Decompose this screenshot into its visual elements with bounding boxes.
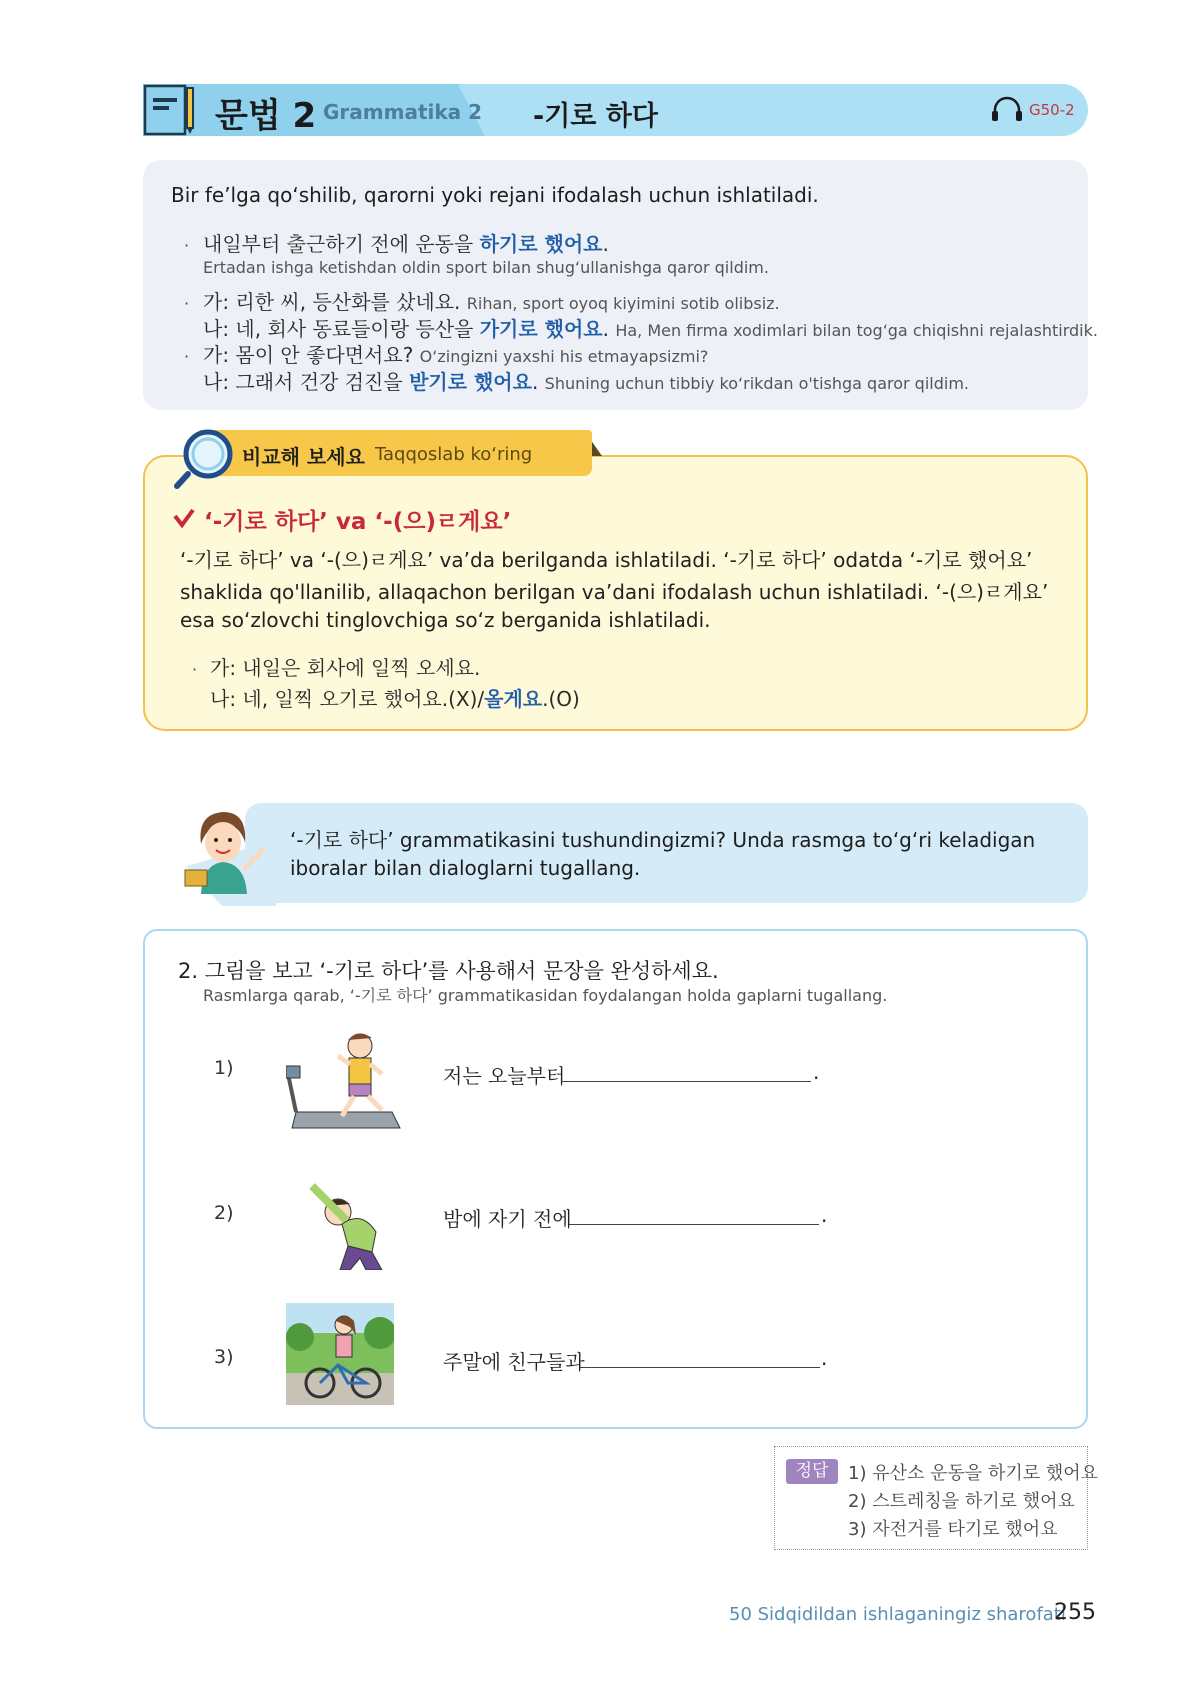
- bullet: ·: [192, 660, 198, 679]
- exercise-title: 2. 그림을 보고 ‘-기로 하다’를 사용해서 문장을 완성하세요.: [178, 959, 719, 983]
- audio-track-code[interactable]: G50-2: [1029, 101, 1075, 119]
- explanation-intro: Bir fe’lga qo‘shilib, qarorni yoki rejani ifodalash uchun ishlatiladi.: [171, 183, 819, 207]
- checkmark-icon: [173, 508, 195, 528]
- sentence-end: .: [821, 1346, 828, 1370]
- example-3-line-a: 가: 몸이 안 좋다면서요? O‘zingizni yaxshi his etmayapsizmi?: [203, 343, 709, 367]
- treadmill-running-image: [286, 1028, 406, 1134]
- answer-line: 1) 유산소 운동을 하기로 했어요: [848, 1463, 1099, 1484]
- example-1-kr: 내일부터 출근하기 전에 운동을 하기로 했어요.: [203, 232, 609, 256]
- item-sentence-start: 밤에 자기 전에: [443, 1207, 572, 1231]
- bullet: ·: [184, 294, 190, 313]
- speech-bubble: [245, 803, 1088, 903]
- footer-lesson-title: 50 Sidqidildan ishlaganingiz sharofati: [729, 1604, 1066, 1625]
- item-number: 2): [214, 1202, 234, 1224]
- compare-text-line-1: ‘-기로 하다’ va ‘-(으)ㄹ게요’ va’da berilganda ishlatiladi. ‘-기로 하다’ odatda ‘-기로 했어요’: [180, 548, 1033, 572]
- compare-heading: ‘-기로 하다’ va ‘-(으)ㄹ게요’: [204, 509, 512, 535]
- item-number: 1): [214, 1057, 234, 1079]
- sentence-end: .: [821, 1203, 828, 1227]
- answer-line: 3) 자전거를 타기로 했어요: [848, 1519, 1058, 1540]
- prompt-line-2: iboralar bilan dialoglarni tugallang.: [290, 856, 641, 880]
- bicycle-riding-image: [286, 1303, 394, 1405]
- page-number: 255: [1054, 1600, 1096, 1625]
- compare-text-line-2: shaklida qo'llanilib, allaqachon berilgan va’dani ifodalash uchun ishlatiladi. ‘-(으)ㄹ게요’: [180, 580, 1049, 604]
- compare-title-uz: Taqqoslab ko‘ring: [375, 444, 533, 465]
- lesson-number-kr: 문법 2: [215, 96, 317, 136]
- exercise-subtitle: Rasmlarga qarab, ‘-기로 하다’ grammatikasidan foydalangan holda gaplarni tugallang.: [203, 986, 888, 1005]
- stretching-image: [302, 1180, 390, 1270]
- example-2-line-a: 가: 리한 씨, 등산화를 샀네요. Rihan, sport oyoq kiyimini sotib olibsiz.: [203, 290, 780, 314]
- sentence-end: .: [813, 1060, 820, 1084]
- bullet: ·: [184, 236, 190, 255]
- compare-title-kr: 비교해 보세요: [242, 445, 365, 469]
- answer-blank[interactable]: [580, 1367, 820, 1368]
- compare-example-b: 나: 네, 일찍 오기로 했어요.(X)/올게요.(O): [210, 687, 580, 711]
- prompt-line-1: ‘-기로 하다’ grammatikasini tushundingizmi? Unda rasmga to‘g‘ri keladigan: [290, 828, 1036, 852]
- example-3-line-b: 나: 그래서 건강 검진을 받기로 했어요. Shuning uchun tibbiy ko‘rikdan o'tishga qaror qildim.: [203, 370, 969, 394]
- example-1-uz: Ertadan ishga ketishdan oldin sport bilan shug‘ullanishga qaror qildim.: [203, 258, 769, 277]
- teacher-avatar: [183, 804, 273, 894]
- item-sentence-start: 주말에 친구들과: [443, 1350, 585, 1374]
- magnifier-icon: [172, 428, 236, 490]
- lesson-number-en: Grammatika 2: [323, 100, 483, 124]
- answer-line: 2) 스트레칭을 하기로 했어요: [848, 1491, 1075, 1512]
- answer-blank[interactable]: [561, 1081, 811, 1082]
- item-number: 3): [214, 1346, 234, 1368]
- bullet: ·: [184, 347, 190, 366]
- answer-key-badge: 정답: [786, 1459, 838, 1484]
- compare-example-a: 가: 내일은 회사에 일찍 오세요.: [210, 656, 481, 680]
- headphones-icon[interactable]: [990, 96, 1024, 122]
- grammar-title: -기로 하다: [533, 101, 658, 132]
- item-sentence-start: 저는 오늘부터: [443, 1064, 566, 1088]
- answer-blank[interactable]: [569, 1224, 819, 1225]
- example-2-line-b: 나: 네, 회사 동료들이랑 등산을 가기로 했어요. Ha, Men firma xodimlari bilan tog‘ga chiqishni rejalashtirdik.: [203, 317, 1098, 341]
- book-icon: [143, 84, 199, 136]
- compare-text-line-3: esa so‘zlovchi tinglovchiga so‘z berganida ishlatiladi.: [180, 608, 711, 632]
